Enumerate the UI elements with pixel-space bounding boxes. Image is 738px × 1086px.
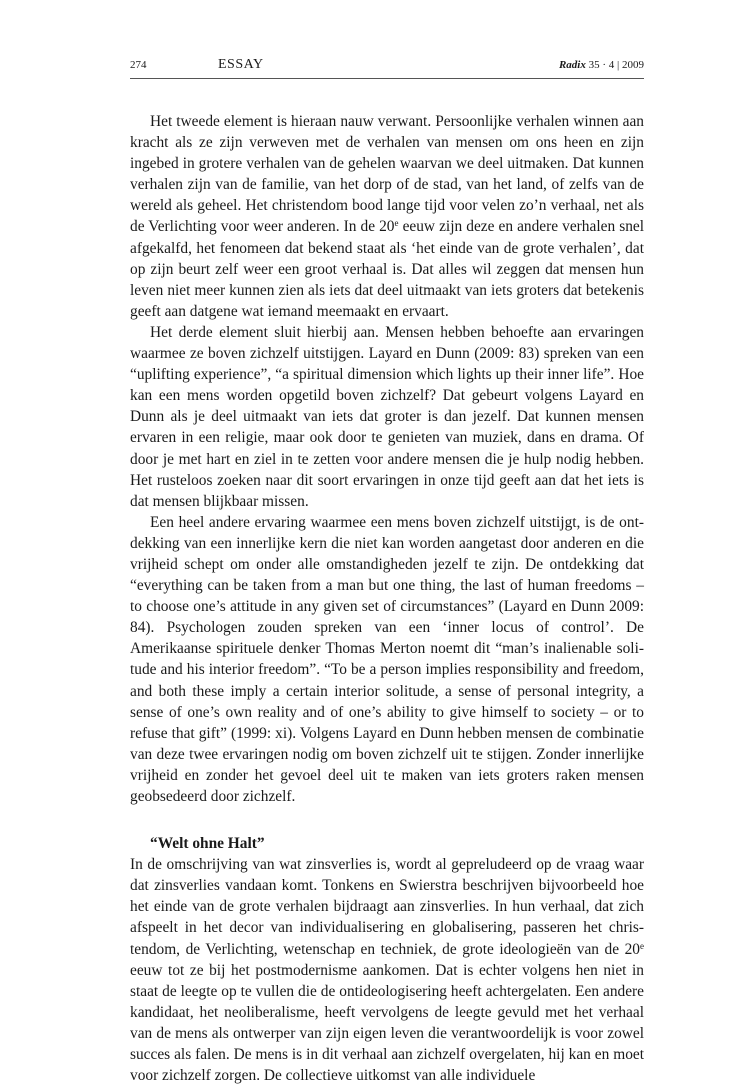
paragraph-2: Het derde element sluit hierbij aan. Mensen hebben behoefte aan ervaringen waarmee ze boven zichzelf uitstijgen. Layard en Dunn (2009: 83) spreken van een “uplifting experience”, “a spiritual dimension which lights up their inner life”. Hoe kan een mens worden opgetild boven zichzelf? Dat gebeurt volgens Layard en Dunn als je deel uitmaakt van iets dat groter is dan jezelf. Dat kunnen mensen ervaren in een religie, maar ook door te genieten van muziek, dans en drama. Of door je met hart en ziel in te zetten voor andere mensen die je hulp nodig hebben. Het rusteloos zoeken naar dit soort ervaringen in onze tijd geeft aan dat het iets is dat mensen blijkbaar missen. <box>130 323 644 510</box>
paragraph-4-part-a: In de omschrijving van wat zinsverlies is, wordt al gepreludeerd op de vraag waar dat zinsverlies vandaan komt. Tonkens en Swierstra beschrijven bijvoorbeeld hoe het einde van de grote verhalen bijdraagt aan zinsverlies. In hun verhaal, dat zich afspeelt in het decor van individualisering en globalisering, passeren het christendom, de Verlichting, wetenschap en techniek, de grote ideologieën van de 20 <box>130 856 644 958</box>
superscript-e: e <box>640 940 644 951</box>
page-number: 274 <box>130 59 147 71</box>
section-title: ESSAY <box>218 57 264 72</box>
paragraph-1-part-a: Het tweede element is hieraan nauw verwant. Persoonlijke verhalen winnen aan kracht als ze zijn verweven met de verhalen van mensen om ons heen en zijn ingebed in grotere verhalen van de gehelen waarvan we deel uitmaken. Dat kunnen verhalen zijn van de familie, van het dorp of de stad, van het land, of zelfs van de wereld als geheel. Het christendom bood lange tijd voor velen zo’n verhaal, net als de Verlichting voor weer anderen. In de 20 <box>130 113 644 236</box>
journal-name: Radix <box>558 59 586 71</box>
section-heading: “Welt ohne Halt” <box>150 835 265 853</box>
journal-reference <box>559 59 644 71</box>
superscript-e: e <box>394 218 399 229</box>
paragraph-1-part-b: eeuw zijn deze en andere verhalen snel afgekalfd, het fenomeen dat bekend staat als ‘het einde van de grote verhalen’, dat op zijn beurt zelf weer een groot verhaal is. Dat alles wil zeggen dat mensen hun leven niet meer kunnen zien als iets dat deel uitmaakt van iets groters dat betekenis geeft aan datgene wat iemand meemaakt en ervaart. <box>130 218 644 320</box>
article-body <box>130 111 644 1086</box>
paragraph-4 <box>130 854 644 1086</box>
paragraph-1 <box>130 111 644 322</box>
paragraph-4-part-b: eeuw tot ze bij het postmodernisme aankomen. Dat is echter volgens hen niet in staat de leegte op te vullen die de ontideologisering heeft achtergelaten. Een andere kandidaat, het neoliberalisme, heeft vervolgens de leegte gevuld met het verhaal van de mens als ontwerper van zijn eigen leven die verantwoordelijk is voor zowel succes als falen. De mens is in dit verhaal aan zichzelf overgelaten, hij kan en moet voor zichzelf zorgen. De collectieve uitkomst van alle individuele <box>130 961 644 1085</box>
journal-volume-issue: 35 · 4 | 2009 <box>585 59 644 71</box>
running-header <box>130 56 644 79</box>
paragraph-3: Een heel andere ervaring waarmee een mens boven zichzelf uitstijgt, is de ontdekking van een innerlijke kern die niet kan worden aangetast door anderen en die vrijheid schept om onder alle omstandigheden jezelf te zijn. De ontdekking dat “everything can be taken from a man but one thing, the last of human freedoms – to choose one’s attitude in any given set of circumstances” (Layard en Dunn 2009: 84). Psychologen zouden spreken van een ‘inner locus of control’. De Amerikaanse spirituele denker Thomas Merton noemt dit “man’s inalienable solitude and his interior freedom”. “To be a person implies responsibility and freedom, and both these imply a certain interior solitude, a sense of personal integrity, a sense of one’s own reality and of one’s ability to give himself to society – or to refuse that gift” (1999: xi). Volgens Layard en Dunn hebben mensen de combinatie van deze twee ervaringen nodig om boven zichzelf uit te stijgen. Zonder innerlijke vrijheid en zonder het gevoel deel uit te maken van iets groters raken mensen geobsedeerd door zichzelf. <box>130 513 644 805</box>
